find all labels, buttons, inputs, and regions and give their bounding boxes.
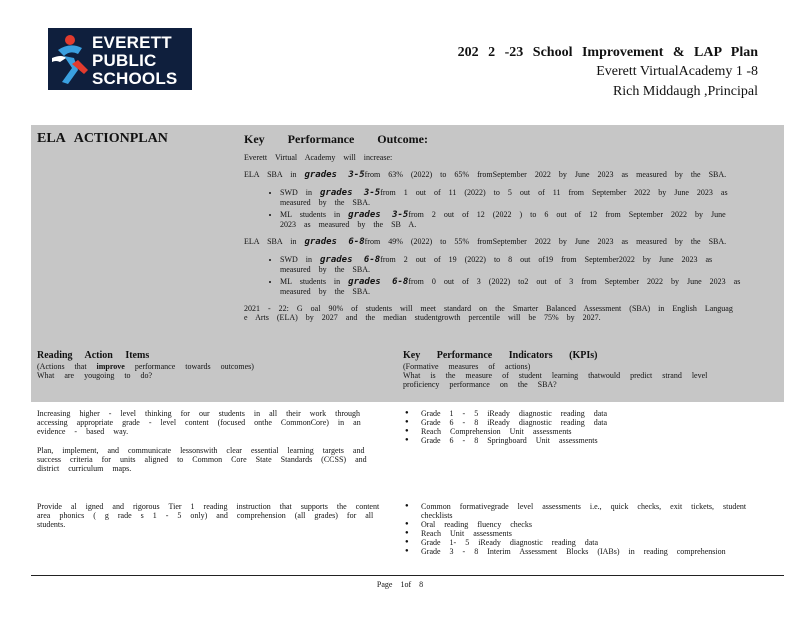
sub1-suffix: performance towards outcomes) (134, 362, 254, 371)
kpi-item: ● Oral reading fluency checks (403, 520, 748, 529)
goal-statement: 2021 - 22: G oal 90% of students will meet standard on the Smarter Balanced Assessment (SBA) in English Languag e Arts (ELA) by 2027 and the median studentgrowth percentile will be 75% by 2027. (244, 304, 733, 322)
kpi-item: ● Grade 1- 5 iReady diagnostic reading data (403, 538, 748, 547)
subgroup-prefix: ML students in (280, 277, 341, 286)
subgroup-text: from 2 out of 12 (2022 ) to 6 out of 12 from September 2022 by June 2023 as measured by the SB A. (280, 210, 726, 229)
logo-line-3: SCHOOLS (92, 69, 178, 88)
row2-kpi-list (403, 502, 748, 556)
kpi-sub1: (Formative measures of actions) (403, 362, 531, 371)
kpo-heading: Key Performance Outcome: (244, 132, 428, 146)
outcome-prefix: ELA SBA in (244, 237, 297, 246)
sub1-prefix: (Actions that (37, 362, 87, 371)
sub1-bold: improve (96, 362, 125, 371)
footer-rule (31, 575, 784, 576)
outcome-text: from 63% (2022) to 65% fromSeptember 2022 by June 2023 as measured by the SBA. (364, 170, 727, 179)
grade-band: grades 6-8 (348, 277, 409, 287)
action-item: Increasing higher - level thinking for our students in all their work through accessing appropriate grade - level content (focused onthe CommonCore) in an evidence - based way. (37, 409, 361, 436)
reading-action-items-sub1 (37, 362, 367, 371)
kpi-sub2: What is the measure of student learning thatwould predict strand level proficiency performance on the SBA? (403, 371, 708, 389)
runner-icon (48, 28, 92, 90)
grade-band: grades 3-5 (348, 210, 409, 220)
kpi-item: ● Reach Comprehension Unit assessments (403, 427, 748, 436)
plan-title: 202 2 -23 School Improvement & LAP Plan (457, 45, 758, 60)
grade-band: grades 6-8 (320, 255, 381, 265)
row1-actions (37, 409, 382, 483)
school-name: Everett VirtualAcademy 1 -8 (596, 64, 758, 79)
outcome-6-8-subgroups (244, 255, 744, 296)
principal-name: Rich Middaugh ,Principal (612, 84, 758, 99)
row1-kpi-list (403, 409, 748, 445)
kpi-header (403, 350, 743, 389)
outcome-grades-3-5 (244, 170, 744, 180)
document-header (458, 44, 758, 102)
kpi-item: ● Grade 1 - 5 iReady diagnostic reading data (403, 409, 748, 418)
action-item: Provide al igned and rigorous Tier 1 reading instruction that supports the content area phonics ( g rade s 1 - 5 only) and comprehension (all grades) for all students. (37, 502, 380, 529)
subgroup-prefix: SWD in (280, 188, 312, 197)
row2-actions (37, 502, 382, 539)
subgroup-item (280, 255, 744, 274)
reading-action-items-title: Reading Action Items (37, 350, 150, 361)
reading-action-items-header (37, 350, 367, 380)
page-number: Page 1of 8 (376, 580, 424, 589)
outcome-text: from 49% (2022) to 55% fromSeptember 2022 by June 2023 as measured by the SBA. (364, 237, 727, 246)
logo-line-2: PUBLIC (92, 51, 157, 70)
outcome-3-5-subgroups (244, 188, 744, 229)
kpi-item: ● Grade 3 - 8 Interim Assessment Blocks (IABs) in reading comprehension (403, 547, 748, 556)
subgroup-prefix: ML students in (280, 210, 341, 219)
grade-band: grades 3-5 (320, 188, 381, 198)
subgroup-text: from 1 out of 11 (2022) to 5 out of 11 from September 2022 by June 2023 as measured by the SBA. (280, 188, 728, 207)
kpi-item: ● Common formativegrade level assessments i.e., quick checks, exit tickets, student checklists (403, 502, 748, 520)
kpi-item: ● Grade 6 - 8 Springboard Unit assessments (403, 436, 748, 445)
grade-band: grades 3-5 (304, 170, 365, 180)
outcome-grades-6-8 (244, 237, 744, 247)
ela-action-plan-title: ELA ACTIONPLAN (37, 131, 168, 146)
reading-action-items-sub2: What are yougoing to do? (37, 371, 153, 380)
key-performance-outcome (244, 131, 744, 330)
kpo-intro: Everett Virtual Academy will increase: (244, 153, 393, 162)
outcome-prefix: ELA SBA in (244, 170, 297, 179)
action-item: Plan, implement, and communicate lessonswith clear essential learning targets and success criteria for units aligned to Common Core State Standards (CCSS) and district curriculum maps. (37, 446, 367, 473)
subgroup-text: from 0 out of 3 (2022) to2 out of 3 from September 2022 by June 2023 as measured by the SBA. (280, 277, 741, 296)
subgroup-prefix: SWD in (280, 255, 312, 264)
kpi-title: Key Performance Indicators (KPIs) (403, 350, 598, 361)
subgroup-item (280, 188, 744, 207)
kpi-item: ● Reach Unit assessments (403, 529, 748, 538)
logo-line-1: EVERETT (92, 33, 172, 52)
grade-band: grades 6-8 (304, 237, 365, 247)
subgroup-text: from 2 out of 19 (2022) to 8 out of19 from September2022 by June 2023 as measured by the SBA. (280, 255, 713, 274)
subgroup-item (280, 277, 744, 296)
kpi-item: ● Grade 6 - 8 iReady diagnostic reading data (403, 418, 748, 427)
subgroup-item (280, 210, 744, 229)
district-logo (48, 28, 192, 90)
